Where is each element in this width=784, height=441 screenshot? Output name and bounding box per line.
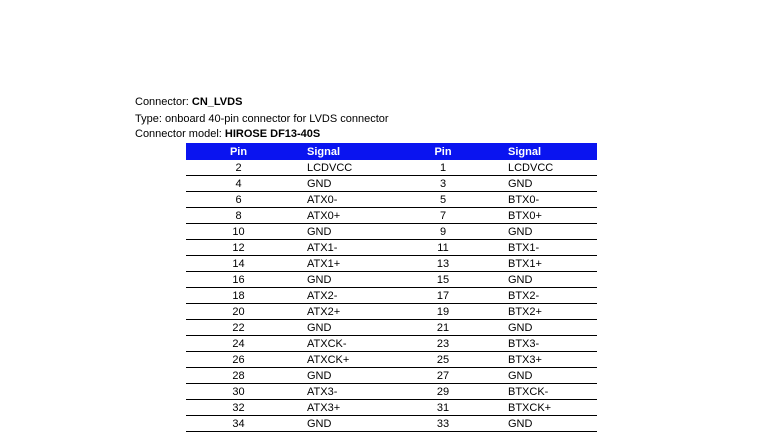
- signal-right-cell: BTX2-: [492, 288, 597, 304]
- pin-left-cell: 8: [186, 208, 291, 224]
- table-row: [186, 304, 597, 320]
- pin-left-cell: 12: [186, 240, 291, 256]
- signal-right-cell: BTX0-: [492, 192, 597, 208]
- table-row: [186, 256, 597, 272]
- pin-left-cell: 18: [186, 288, 291, 304]
- connector-name: CN_LVDS: [191, 96, 243, 108]
- pin-right-cell: 19: [394, 304, 492, 320]
- pin-left-cell: 20: [186, 304, 291, 320]
- pin-right-cell: 21: [394, 320, 492, 336]
- table-header-row: [186, 143, 597, 160]
- pin-right-cell: 27: [394, 368, 492, 384]
- signal-right-cell: BTXCK+: [492, 400, 597, 416]
- pin-left-cell: 16: [186, 272, 291, 288]
- signal-left-cell: ATXCK+: [291, 352, 394, 368]
- pin-left-cell: 34: [186, 416, 291, 432]
- header-signal-right: Signal: [492, 143, 597, 160]
- table-row: [186, 160, 597, 176]
- signal-left-cell: ATX1+: [291, 256, 394, 272]
- pin-left-cell: 24: [186, 336, 291, 352]
- signal-right-cell: BTX3-: [492, 336, 597, 352]
- table-row: [186, 240, 597, 256]
- pin-right-cell: 15: [394, 272, 492, 288]
- pin-left-cell: 6: [186, 192, 291, 208]
- connector-label: Connector:: [135, 96, 189, 108]
- model-value: HIROSE DF13-40S: [224, 128, 321, 140]
- pin-right-cell: 13: [394, 256, 492, 272]
- signal-right-cell: GND: [492, 176, 597, 192]
- signal-right-cell: BTX0+: [492, 208, 597, 224]
- header-pin-right: Pin: [394, 143, 492, 160]
- pin-left-cell: 10: [186, 224, 291, 240]
- table-row: [186, 288, 597, 304]
- signal-right-cell: GND: [492, 272, 597, 288]
- signal-right-cell: BTX1-: [492, 240, 597, 256]
- signal-left-cell: LCDVCC: [291, 160, 394, 176]
- pin-assignment-table: [186, 143, 597, 432]
- model-label: Connector model:: [135, 128, 222, 140]
- signal-left-cell: ATX3+: [291, 400, 394, 416]
- signal-left-cell: ATX2+: [291, 304, 394, 320]
- signal-left-cell: GND: [291, 416, 394, 432]
- pin-right-cell: 5: [394, 192, 492, 208]
- pin-right-cell: 3: [394, 176, 492, 192]
- table-row: [186, 416, 597, 432]
- signal-left-cell: GND: [291, 272, 394, 288]
- table-row: [186, 352, 597, 368]
- connector-model-line: [135, 127, 320, 141]
- signal-right-cell: GND: [492, 320, 597, 336]
- table-row: [186, 208, 597, 224]
- table-body: [186, 160, 597, 432]
- signal-left-cell: ATX0+: [291, 208, 394, 224]
- header-pin-left: Pin: [186, 143, 291, 160]
- pin-left-cell: 32: [186, 400, 291, 416]
- pin-right-cell: 33: [394, 416, 492, 432]
- signal-left-cell: GND: [291, 224, 394, 240]
- signal-left-cell: ATX1-: [291, 240, 394, 256]
- pin-left-cell: 26: [186, 352, 291, 368]
- signal-right-cell: BTX3+: [492, 352, 597, 368]
- pin-left-cell: 14: [186, 256, 291, 272]
- signal-left-cell: ATX3-: [291, 384, 394, 400]
- pin-left-cell: 22: [186, 320, 291, 336]
- pin-left-cell: 2: [186, 160, 291, 176]
- pin-right-cell: 29: [394, 384, 492, 400]
- table-row: [186, 368, 597, 384]
- signal-right-cell: GND: [492, 416, 597, 432]
- header-signal-left: Signal: [291, 143, 394, 160]
- pin-right-cell: 7: [394, 208, 492, 224]
- signal-left-cell: GND: [291, 320, 394, 336]
- table-row: [186, 400, 597, 416]
- table-row: [186, 224, 597, 240]
- signal-right-cell: LCDVCC: [492, 160, 597, 176]
- table-row: [186, 272, 597, 288]
- pin-left-cell: 4: [186, 176, 291, 192]
- pin-right-cell: 9: [394, 224, 492, 240]
- table-row: [186, 192, 597, 208]
- pin-right-cell: 23: [394, 336, 492, 352]
- pin-right-cell: 17: [394, 288, 492, 304]
- table-row: [186, 176, 597, 192]
- signal-right-cell: BTX1+: [492, 256, 597, 272]
- signal-left-cell: ATX0-: [291, 192, 394, 208]
- signal-left-cell: ATXCK-: [291, 336, 394, 352]
- type-value: onboard 40-pin connector for LVDS connector: [164, 113, 389, 125]
- pin-left-cell: 30: [186, 384, 291, 400]
- connector-name-line: [135, 95, 242, 109]
- table-row: [186, 320, 597, 336]
- pin-right-cell: 31: [394, 400, 492, 416]
- signal-right-cell: BTXCK-: [492, 384, 597, 400]
- signal-left-cell: GND: [291, 368, 394, 384]
- pin-right-cell: 25: [394, 352, 492, 368]
- signal-right-cell: BTX2+: [492, 304, 597, 320]
- pin-left-cell: 28: [186, 368, 291, 384]
- type-label: Type:: [135, 113, 162, 125]
- table-row: [186, 336, 597, 352]
- pin-right-cell: 1: [394, 160, 492, 176]
- table-row: [186, 384, 597, 400]
- signal-left-cell: ATX2-: [291, 288, 394, 304]
- connector-type-line: [135, 112, 389, 126]
- signal-right-cell: GND: [492, 368, 597, 384]
- signal-right-cell: GND: [492, 224, 597, 240]
- pin-right-cell: 11: [394, 240, 492, 256]
- signal-left-cell: GND: [291, 176, 394, 192]
